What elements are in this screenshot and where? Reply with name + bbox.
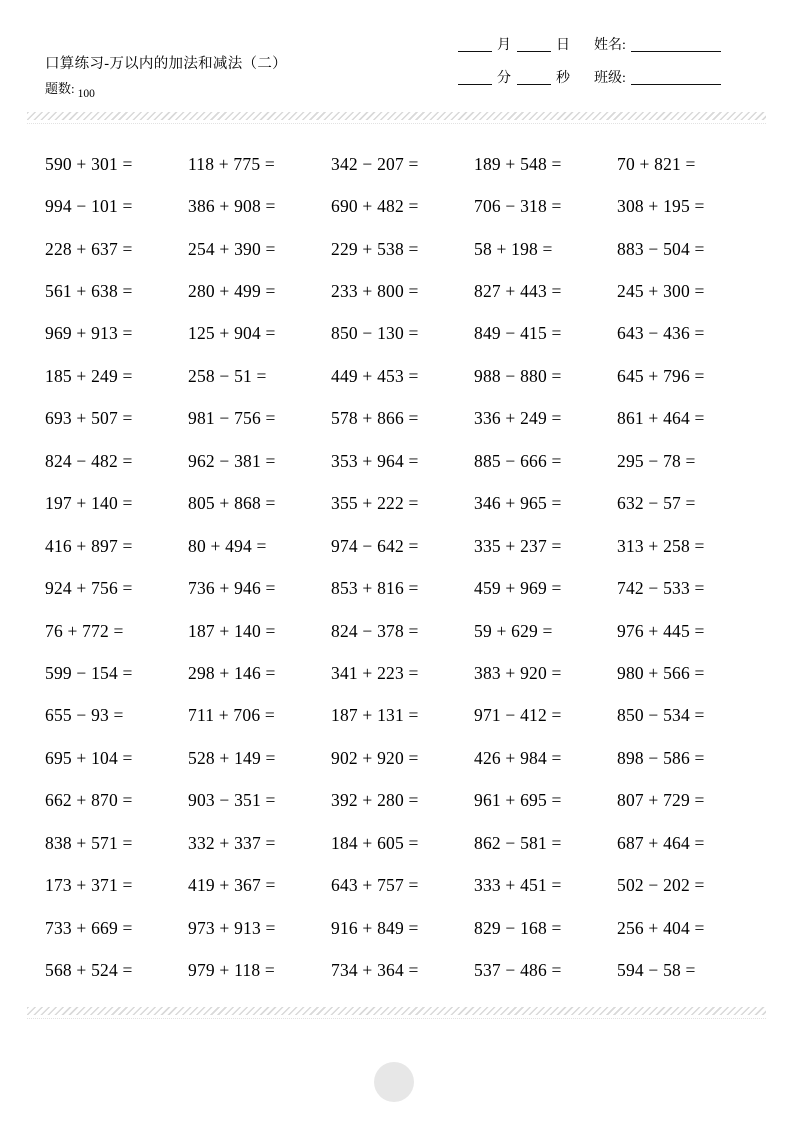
month-label: 月	[497, 37, 511, 53]
math-problem: 829 − 168 =	[474, 917, 562, 938]
math-problem: 335 + 237 =	[474, 535, 562, 556]
math-problem: 961 + 695 =	[474, 790, 562, 811]
math-problem: 502 − 202 =	[617, 875, 705, 896]
problem-count-label: 题数:	[45, 81, 75, 96]
math-problem: 687 + 464 =	[617, 832, 705, 853]
math-problem: 187 + 131 =	[331, 705, 419, 726]
math-problem: 184 + 605 =	[331, 832, 419, 853]
math-problem: 70 + 821 =	[617, 153, 696, 174]
math-problem: 736 + 946 =	[188, 578, 276, 599]
math-problem: 118 + 775 =	[188, 153, 275, 174]
class-blank-line	[631, 84, 721, 85]
math-problem: 386 + 908 =	[188, 196, 276, 217]
math-problem: 849 − 415 =	[474, 323, 562, 344]
math-problem: 824 − 482 =	[45, 450, 133, 471]
math-problem: 228 + 637 =	[45, 238, 133, 259]
math-problem: 342 − 207 =	[331, 153, 419, 174]
bottom-hatched-divider	[27, 1007, 766, 1015]
math-problem: 416 + 897 =	[45, 535, 133, 556]
math-problem: 643 − 436 =	[617, 323, 705, 344]
math-problem: 173 + 371 =	[45, 875, 133, 896]
math-problem: 590 + 301 =	[45, 153, 133, 174]
time-class-row	[458, 69, 721, 87]
math-problem: 59 + 629 =	[474, 620, 553, 641]
math-problem: 197 + 140 =	[45, 493, 133, 514]
math-problem: 256 + 404 =	[617, 917, 705, 938]
math-problem: 850 − 534 =	[617, 705, 705, 726]
math-problem: 971 − 412 =	[474, 705, 562, 726]
math-problem: 662 + 870 =	[45, 790, 133, 811]
name-label: 姓名:	[594, 37, 626, 53]
math-problem: 706 − 318 =	[474, 196, 562, 217]
minute-blank-line	[458, 84, 492, 85]
math-problem: 308 + 195 =	[617, 196, 705, 217]
math-problem: 885 − 666 =	[474, 450, 562, 471]
math-problem: 313 + 258 =	[617, 535, 705, 556]
math-problem: 807 + 729 =	[617, 790, 705, 811]
worksheet-title: 口算练习-万以内的加法和减法（二）	[45, 56, 287, 72]
day-blank-line	[517, 51, 551, 52]
math-problem: 568 + 524 =	[45, 960, 133, 981]
math-problem: 969 + 913 =	[45, 323, 133, 344]
math-problem: 924 + 756 =	[45, 578, 133, 599]
math-problem: 632 − 57 =	[617, 493, 696, 514]
math-problem: 333 + 451 =	[474, 875, 562, 896]
math-problem: 711 + 706 =	[188, 705, 275, 726]
math-problem: 578 + 866 =	[331, 408, 419, 429]
minute-label: 分	[497, 70, 511, 86]
math-problem: 974 − 642 =	[331, 535, 419, 556]
math-problem: 994 − 101 =	[45, 196, 133, 217]
scroll-indicator-circle	[374, 1062, 414, 1102]
math-problem: 295 − 78 =	[617, 450, 696, 471]
math-problem: 976 + 445 =	[617, 620, 705, 641]
math-problem: 459 + 969 =	[474, 578, 562, 599]
second-label: 秒	[556, 70, 570, 86]
second-blank-line	[517, 84, 551, 85]
math-problem: 280 + 499 =	[188, 281, 276, 302]
math-problem: 883 − 504 =	[617, 238, 705, 259]
math-problem: 346 + 965 =	[474, 493, 562, 514]
math-problem: 229 + 538 =	[331, 238, 419, 259]
math-problem: 916 + 849 =	[331, 917, 419, 938]
math-problem: 980 + 566 =	[617, 662, 705, 683]
math-problem: 125 + 904 =	[188, 323, 276, 344]
math-problem: 824 − 378 =	[331, 620, 419, 641]
math-problem: 537 − 486 =	[474, 960, 562, 981]
problem-count-value: 100	[77, 88, 95, 100]
math-problem: 838 + 571 =	[45, 832, 133, 853]
math-problem: 419 + 367 =	[188, 875, 276, 896]
math-problem: 449 + 453 =	[331, 365, 419, 386]
math-problem: 734 + 364 =	[331, 960, 419, 981]
math-problem: 861 + 464 =	[617, 408, 705, 429]
math-problem: 341 + 223 =	[331, 662, 419, 683]
month-blank-line	[458, 51, 492, 52]
math-problem: 187 + 140 =	[188, 620, 276, 641]
top-hatched-divider	[27, 112, 766, 120]
math-problem: 645 + 796 =	[617, 365, 705, 386]
day-label: 日	[556, 37, 570, 53]
math-problem: 58 + 198 =	[474, 238, 553, 259]
math-problem: 733 + 669 =	[45, 917, 133, 938]
math-problem: 690 + 482 =	[331, 196, 419, 217]
math-problem: 862 − 581 =	[474, 832, 562, 853]
math-problem: 902 + 920 =	[331, 747, 419, 768]
math-problem: 561 + 638 =	[45, 281, 133, 302]
math-problem: 655 − 93 =	[45, 705, 124, 726]
math-problem: 742 − 533 =	[617, 578, 705, 599]
math-problem: 988 − 880 =	[474, 365, 562, 386]
header-right	[458, 36, 721, 102]
math-problem: 981 − 756 =	[188, 408, 276, 429]
math-problem: 898 − 586 =	[617, 747, 705, 768]
math-problem: 979 + 118 =	[188, 960, 275, 981]
math-problem: 298 + 146 =	[188, 662, 276, 683]
math-problem: 254 + 390 =	[188, 238, 276, 259]
math-problem: 695 + 104 =	[45, 747, 133, 768]
math-problem: 973 + 913 =	[188, 917, 276, 938]
math-problem: 599 − 154 =	[45, 662, 133, 683]
math-problem: 392 + 280 =	[331, 790, 419, 811]
math-problem: 853 + 816 =	[331, 578, 419, 599]
math-problem: 903 − 351 =	[188, 790, 276, 811]
math-problem: 693 + 507 =	[45, 408, 133, 429]
math-problem: 594 − 58 =	[617, 960, 696, 981]
math-problem: 355 + 222 =	[331, 493, 419, 514]
math-problem: 353 + 964 =	[331, 450, 419, 471]
class-label: 班级:	[594, 70, 626, 86]
problem-count	[45, 78, 287, 100]
math-problem: 426 + 984 =	[474, 747, 562, 768]
header-left	[45, 52, 287, 100]
math-problem: 336 + 249 =	[474, 408, 562, 429]
math-problem: 332 + 337 =	[188, 832, 276, 853]
math-problem: 233 + 800 =	[331, 281, 419, 302]
math-problem: 962 − 381 =	[188, 450, 276, 471]
math-problem: 185 + 249 =	[45, 365, 133, 386]
math-problem: 383 + 920 =	[474, 662, 562, 683]
math-problem: 80 + 494 =	[188, 535, 267, 556]
math-problem: 258 − 51 =	[188, 365, 267, 386]
math-problem: 76 + 772 =	[45, 620, 124, 641]
date-name-row	[458, 36, 721, 54]
math-problem: 850 − 130 =	[331, 323, 419, 344]
math-problem: 805 + 868 =	[188, 493, 276, 514]
math-problem: 643 + 757 =	[331, 875, 419, 896]
math-problem: 189 + 548 =	[474, 153, 562, 174]
math-problem: 827 + 443 =	[474, 281, 562, 302]
name-blank-line	[631, 51, 721, 52]
math-problem: 245 + 300 =	[617, 281, 705, 302]
problems-grid	[45, 143, 760, 992]
math-problem: 528 + 149 =	[188, 747, 276, 768]
